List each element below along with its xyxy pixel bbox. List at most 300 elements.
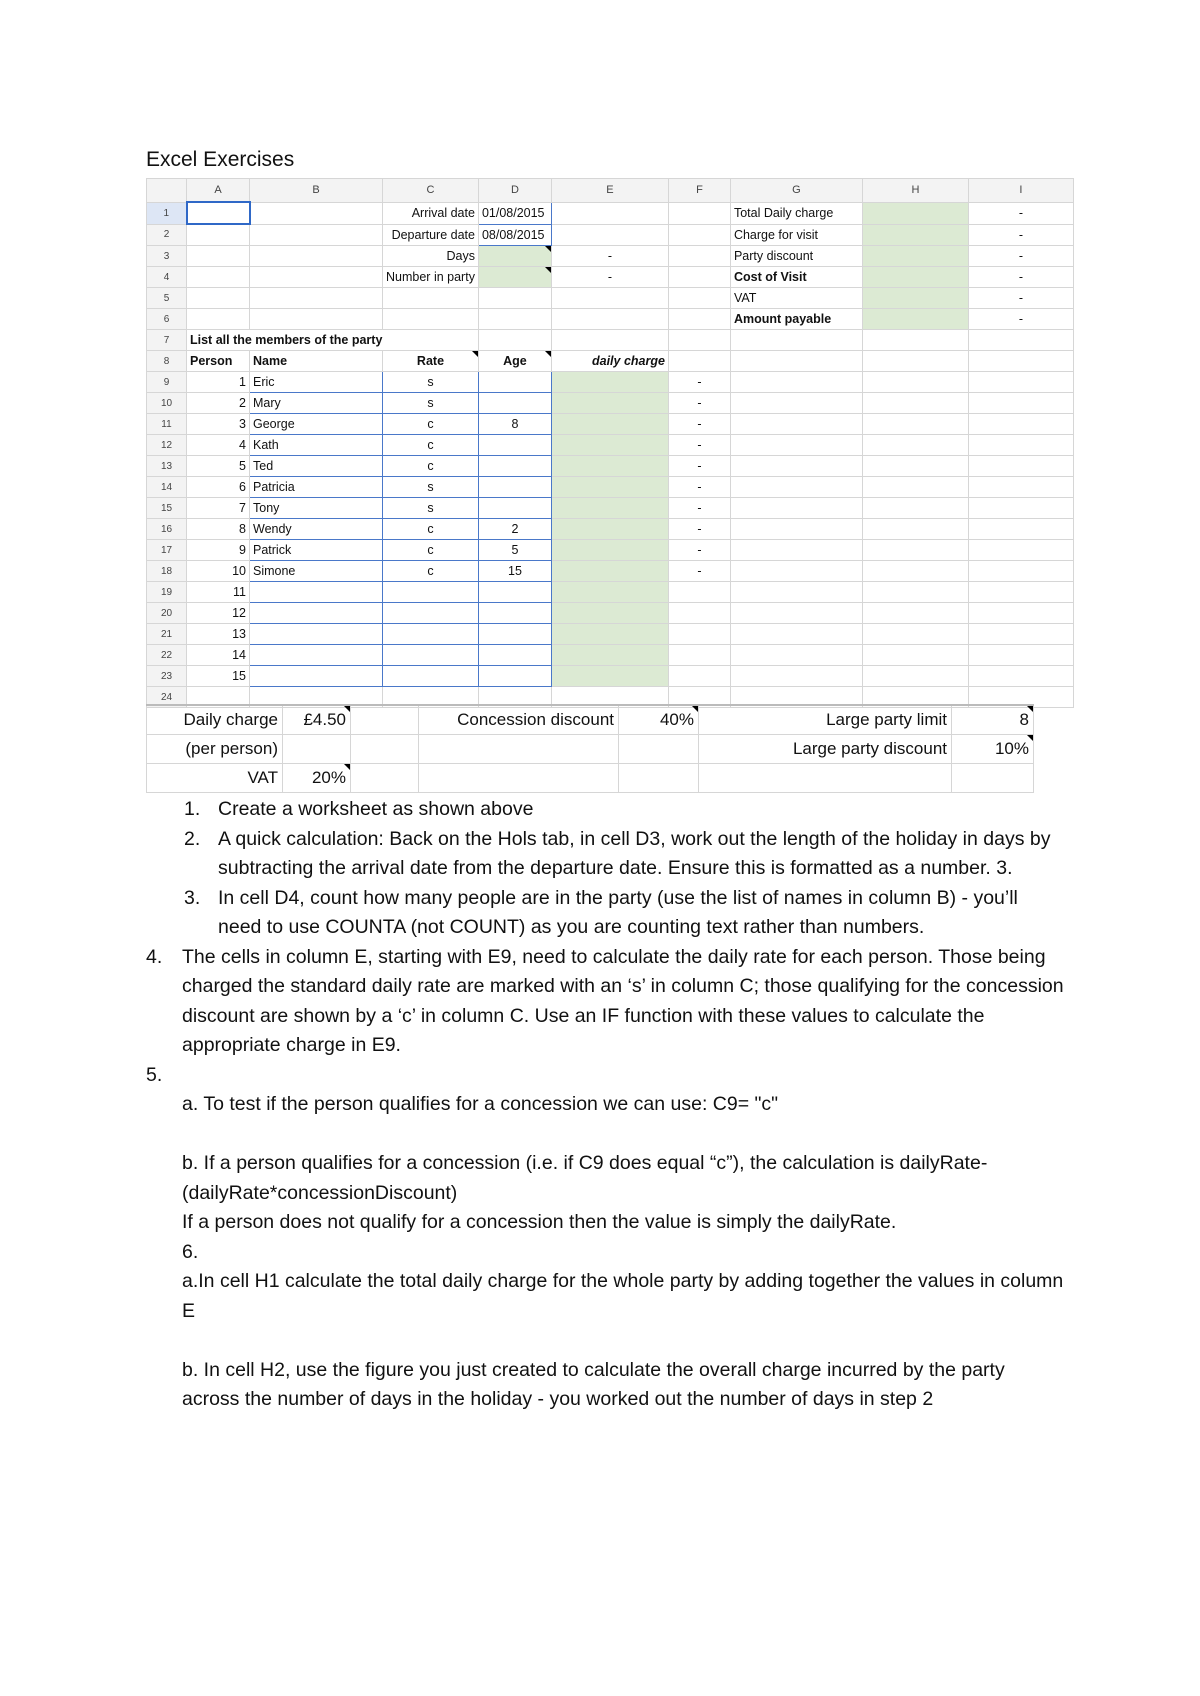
spreadsheet-grid [146,178,1074,708]
large-party-limit-value[interactable]: 8 [952,705,1034,735]
sheet-row [147,393,1074,414]
cell[interactable] [862,330,968,351]
cell[interactable] [551,540,668,561]
row-number[interactable]: 4 [147,267,187,288]
column-header-f[interactable]: F [668,179,730,203]
cell [351,764,419,793]
cell[interactable]: c [383,414,479,435]
cell[interactable]: 7 [187,498,250,519]
cell[interactable] [862,224,968,246]
cell[interactable] [862,624,968,645]
row-number[interactable]: 3 [147,246,187,267]
cell[interactable]: Departure date [383,224,479,246]
vat-label: VAT [147,764,283,793]
cell[interactable]: Person [187,351,250,372]
sheet-row [147,540,1074,561]
cell[interactable] [668,666,730,687]
cell[interactable] [862,456,968,477]
cell[interactable] [730,666,862,687]
sheet-row [147,561,1074,582]
cell[interactable] [968,519,1073,540]
cell[interactable] [730,603,862,624]
cell[interactable] [862,666,968,687]
document-title: Excel Exercises [146,148,295,171]
cell[interactable] [250,246,383,267]
cell[interactable] [383,309,479,330]
cell[interactable]: - [968,309,1073,330]
column-header-h[interactable]: H [862,179,968,203]
cell[interactable]: Simone [250,561,383,582]
cell [419,764,619,793]
row-number[interactable]: 19 [147,582,187,603]
cell[interactable]: 9 [187,540,250,561]
step-6-text: b. In cell H2, use the figure you just created to calculate the overall charge incurred by the party across the number of days in the holiday - you worked out the number of days in step 2 [182,1358,1005,1410]
cell[interactable]: Name [250,351,383,372]
cell[interactable] [862,582,968,603]
sheet-row [147,414,1074,435]
sheet-row [147,351,1074,372]
cell[interactable]: - [551,267,668,288]
step-5-text: b. If a person qualifies for a concession (i.e. if C9 does equal “c”), the calculation is dailyRate-(dailyRate*concessionDiscount) [182,1152,988,1204]
cell[interactable]: s [383,498,479,519]
cell[interactable] [968,351,1073,372]
cell[interactable] [668,330,730,351]
cell[interactable] [551,202,668,224]
cell[interactable]: 13 [187,624,250,645]
cell[interactable]: 15 [187,666,250,687]
cell[interactable] [862,267,968,288]
row-number[interactable]: 11 [147,414,187,435]
cell[interactable] [968,603,1073,624]
cell[interactable]: - [668,477,730,498]
cell[interactable] [968,456,1073,477]
cell[interactable] [968,477,1073,498]
cell[interactable] [478,309,551,330]
cell[interactable]: Ted [250,456,383,477]
column-header-b[interactable]: B [250,179,383,203]
cell[interactable] [862,519,968,540]
cell[interactable]: 08/08/2015 [478,224,551,246]
cell[interactable] [250,288,383,309]
cell[interactable] [551,456,668,477]
cell[interactable]: List all the members of the party [187,330,479,351]
cell[interactable]: Amount payable [730,309,862,330]
cell[interactable] [250,666,383,687]
cell[interactable]: Rate [383,351,479,372]
cell[interactable]: Days [383,246,479,267]
sheet-row [147,202,1074,224]
cell[interactable]: 11 [187,582,250,603]
cell[interactable]: 1 [187,372,250,393]
cell[interactable]: Age [478,351,551,372]
cell[interactable]: daily charge [551,351,668,372]
cell[interactable] [668,582,730,603]
cell[interactable]: Tony [250,498,383,519]
cell-a1[interactable] [187,202,250,224]
step-6-number: 6. [182,1240,199,1263]
sheet-row [147,498,1074,519]
cell[interactable]: 2 [187,393,250,414]
list-text: In cell D4, count how many people are in the party (use the list of names in column B) - you’ll need to use COUNTA (not COUNT) as you are counting text rather than numbers. [218,886,1018,938]
cell[interactable]: 3 [187,414,250,435]
row-number[interactable]: 22 [147,645,187,666]
cell[interactable] [250,582,383,603]
list-item [146,795,1066,825]
cell[interactable] [250,224,383,246]
cell[interactable] [478,456,551,477]
cell[interactable] [551,666,668,687]
row-number[interactable]: 6 [147,309,187,330]
row-number[interactable]: 18 [147,561,187,582]
cell[interactable] [187,288,250,309]
cell [619,735,699,764]
cell[interactable] [668,202,730,224]
cell[interactable] [862,414,968,435]
cell[interactable] [668,603,730,624]
cell [419,735,619,764]
cell[interactable]: Number in party [383,267,479,288]
cell[interactable]: Party discount [730,246,862,267]
cell[interactable] [478,267,551,288]
cell[interactable]: 14 [187,645,250,666]
row-number[interactable]: 24 [147,687,187,708]
cell[interactable] [862,372,968,393]
cell[interactable] [968,666,1073,687]
cell[interactable]: c [383,435,479,456]
corner-cell[interactable] [147,179,187,203]
column-header-a[interactable]: A [187,179,250,203]
cell[interactable]: 12 [187,603,250,624]
cell[interactable] [551,624,668,645]
list-number: 5. [146,1063,163,1086]
cell[interactable]: Patrick [250,540,383,561]
sheet-row [147,372,1074,393]
cell[interactable]: 01/08/2015 [478,202,551,224]
concession-discount-value[interactable]: 40% [619,705,699,735]
cell[interactable] [478,582,551,603]
cell[interactable]: 6 [187,477,250,498]
cell[interactable]: Total Daily charge [730,202,862,224]
sheet-row [147,477,1074,498]
cell[interactable] [250,603,383,624]
sheet-row [147,666,1074,687]
cell[interactable] [478,624,551,645]
cell[interactable]: Wendy [250,519,383,540]
sheet-row [147,267,1074,288]
column-header-row [147,179,1074,203]
cell[interactable] [730,435,862,456]
cell[interactable]: 2 [478,519,551,540]
cell[interactable] [250,645,383,666]
cell[interactable]: Arrival date [383,202,479,224]
column-header-d[interactable]: D [478,179,551,203]
cell[interactable] [551,330,668,351]
sheet-row [147,330,1074,351]
cell[interactable]: - [668,498,730,519]
step-5-text: a. To test if the person qualifies for a concession we can use: C9= "c" [182,1093,779,1115]
large-party-discount-label: Large party discount [699,735,952,764]
cell[interactable] [862,477,968,498]
list-number: 1. [184,798,201,820]
row-number[interactable]: 23 [147,666,187,687]
cell[interactable]: 10 [187,561,250,582]
sheet-row [147,435,1074,456]
list-text: A quick calculation: Back on the Hols tab, in cell D3, work out the length of the holiday in days by subtracting the arrival date from the departure date. Ensure this is formatted as a number. 3. [218,827,1051,879]
cell[interactable] [187,267,250,288]
cell[interactable] [730,645,862,666]
cell[interactable] [968,435,1073,456]
cell[interactable] [862,202,968,224]
sheet-row [147,645,1074,666]
cell[interactable] [730,414,862,435]
cell[interactable] [862,351,968,372]
cell[interactable] [383,666,479,687]
sheet-row [147,603,1074,624]
cell[interactable] [730,393,862,414]
cell[interactable] [383,624,479,645]
cell[interactable]: - [968,202,1073,224]
cell[interactable]: - [668,456,730,477]
cell[interactable]: 15 [478,561,551,582]
cell[interactable]: - [668,540,730,561]
cell[interactable] [668,624,730,645]
large-party-limit-label: Large party limit [699,705,952,735]
cell[interactable]: 5 [187,456,250,477]
cell[interactable] [250,624,383,645]
cell[interactable]: - [968,288,1073,309]
row-number[interactable]: 5 [147,288,187,309]
cell [699,764,952,793]
cell[interactable] [730,624,862,645]
cell[interactable]: Kath [250,435,383,456]
row-number[interactable]: 9 [147,372,187,393]
cell[interactable]: c [383,456,479,477]
cell[interactable] [862,435,968,456]
cell[interactable]: George [250,414,383,435]
cell[interactable]: 8 [478,414,551,435]
cell[interactable]: Cost of Visit [730,267,862,288]
cell[interactable] [250,267,383,288]
cell[interactable] [968,561,1073,582]
cell[interactable]: s [383,372,479,393]
cell[interactable] [551,393,668,414]
cell [952,764,1034,793]
sheet-row [147,246,1074,267]
cell[interactable] [551,288,668,309]
daily-charge-label: Daily charge [147,705,283,735]
step-5-text: If a person does not qualify for a concession then the value is simply the dailyRate. [182,1211,897,1233]
cell[interactable] [551,372,668,393]
cell[interactable] [730,372,862,393]
cell[interactable] [968,414,1073,435]
cell[interactable]: - [668,519,730,540]
cell[interactable] [730,561,862,582]
cell[interactable] [668,267,730,288]
cell[interactable] [383,645,479,666]
cell[interactable]: Mary [250,393,383,414]
cell[interactable] [730,540,862,561]
constants-row [147,705,1034,735]
cell[interactable]: - [668,393,730,414]
cell[interactable] [730,477,862,498]
cell[interactable] [968,582,1073,603]
constants-row [147,735,1034,764]
column-header-e[interactable]: E [551,179,668,203]
cell[interactable] [862,561,968,582]
cell[interactable] [968,372,1073,393]
row-number[interactable]: 12 [147,435,187,456]
column-header-g[interactable]: G [730,179,862,203]
cell[interactable] [551,519,668,540]
list-item [146,884,1066,943]
cell[interactable] [668,224,730,246]
cell[interactable]: s [383,477,479,498]
cell[interactable] [478,603,551,624]
sheet-row [147,288,1074,309]
cell[interactable] [551,435,668,456]
cell[interactable] [730,330,862,351]
cell[interactable] [730,498,862,519]
cell[interactable]: 5 [478,540,551,561]
cell[interactable] [383,288,479,309]
cell[interactable] [551,414,668,435]
instructions [146,795,1066,1415]
cell[interactable] [968,498,1073,519]
row-number[interactable]: 17 [147,540,187,561]
list-number: 4. [146,945,163,968]
cell[interactable]: - [668,414,730,435]
cell[interactable] [187,246,250,267]
cell[interactable]: - [668,435,730,456]
large-party-discount-value[interactable]: 10% [952,735,1034,764]
row-number[interactable]: 13 [147,456,187,477]
cell[interactable]: - [551,246,668,267]
cell[interactable] [551,645,668,666]
cell[interactable] [862,645,968,666]
row-number[interactable]: 15 [147,498,187,519]
cell[interactable]: Patricia [250,477,383,498]
cell[interactable]: s [383,393,479,414]
cell[interactable]: Eric [250,372,383,393]
row-number[interactable]: 7 [147,330,187,351]
daily-charge-value[interactable]: £4.50 [283,705,351,735]
sheet-row [147,582,1074,603]
cell[interactable] [478,393,551,414]
cell[interactable] [730,519,862,540]
cell[interactable] [862,540,968,561]
cell[interactable]: c [383,561,479,582]
constants-row [147,764,1034,793]
cell[interactable] [862,603,968,624]
cell[interactable] [862,288,968,309]
per-person-label: (per person) [147,735,283,764]
cell[interactable] [668,246,730,267]
cell[interactable] [250,309,383,330]
cell[interactable] [551,561,668,582]
concession-discount-label: Concession discount [419,705,619,735]
cell[interactable] [478,477,551,498]
cell[interactable] [383,603,479,624]
cell[interactable] [551,603,668,624]
cell[interactable] [730,456,862,477]
cell[interactable] [668,309,730,330]
column-header-c[interactable]: C [383,179,479,203]
sheet-row [147,309,1074,330]
cell[interactable] [968,624,1073,645]
cell[interactable]: c [383,540,479,561]
row-number[interactable]: 21 [147,624,187,645]
sheet-row [147,456,1074,477]
cell[interactable] [730,582,862,603]
row-number[interactable]: 20 [147,603,187,624]
cell [351,705,419,735]
cell[interactable]: - [968,267,1073,288]
cell[interactable] [668,645,730,666]
cell[interactable] [478,372,551,393]
list-number: 2. [184,827,201,850]
row-number[interactable]: 14 [147,477,187,498]
column-header-i[interactable]: I [968,179,1073,203]
cell[interactable] [551,582,668,603]
row-number[interactable]: 8 [147,351,187,372]
cell[interactable]: VAT [730,288,862,309]
cell[interactable]: - [968,224,1073,246]
cell[interactable] [968,540,1073,561]
cell[interactable] [862,498,968,519]
cell[interactable] [478,288,551,309]
cell[interactable] [730,351,862,372]
cell[interactable] [551,224,668,246]
cell[interactable] [250,202,383,224]
list-text: The cells in column E, starting with E9, need to calculate the daily rate for each person. Those being charged the standard daily rate are marked with an ‘s’ in column C; those qualifying for the concession discount are shown by a ‘c’ in column C. Use an IF function with these values to calculate the appropriate charge in E9. [182,945,1064,1056]
row-number[interactable]: 16 [147,519,187,540]
cell[interactable] [668,288,730,309]
cell[interactable]: 8 [187,519,250,540]
cell[interactable]: c [383,519,479,540]
cell[interactable] [968,393,1073,414]
cell[interactable] [478,246,551,267]
cell[interactable] [478,435,551,456]
cell[interactable] [187,309,250,330]
cell[interactable] [862,246,968,267]
cell[interactable]: Charge for visit [730,224,862,246]
cell[interactable] [668,351,730,372]
cell[interactable] [551,498,668,519]
vat-value[interactable]: 20% [283,764,351,793]
cell[interactable] [968,330,1073,351]
cell[interactable] [383,582,479,603]
row-number[interactable]: 10 [147,393,187,414]
cell[interactable] [968,645,1073,666]
cell[interactable] [478,330,551,351]
cell[interactable]: 4 [187,435,250,456]
cell[interactable] [187,224,250,246]
row-number[interactable]: 1 [147,202,187,224]
cell[interactable] [551,477,668,498]
cell[interactable]: - [968,246,1073,267]
cell[interactable]: - [668,372,730,393]
cell[interactable] [551,309,668,330]
list-item [146,1061,1066,1091]
cell[interactable]: - [668,561,730,582]
list-item [146,943,1066,1061]
cell[interactable] [862,309,968,330]
cell[interactable] [478,645,551,666]
cell[interactable] [478,498,551,519]
cell[interactable] [862,393,968,414]
cell[interactable] [478,666,551,687]
row-number[interactable]: 2 [147,224,187,246]
